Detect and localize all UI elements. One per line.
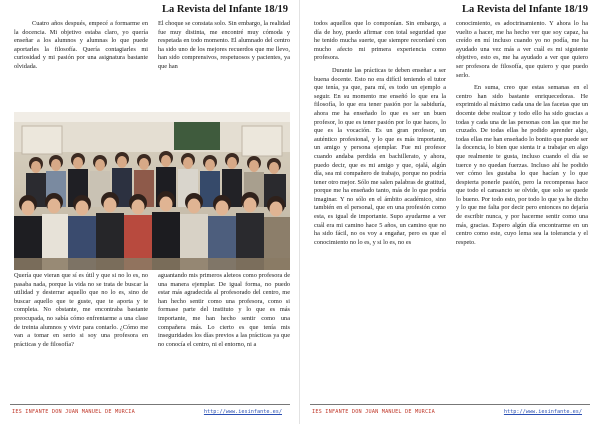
- paragraph: todos aquellos que lo componían. Sin embargo, a día de hoy, puedo afirmar con total seguridad que he tenido mucha suerte, que siempre recordaré con mucho afecto mi primera experiencia como profesora.: [314, 20, 446, 62]
- paragraph: conocimiento, es adoctrinamiento. Y ahora lo ha vuelto a hacer, me ha hecho ver que soy capaz, ha creído en mí incluso cuando yo no podía, me ha ayudado una vez más a ver cuál es mi siguiente objetivo, esto es, me ha ayudado a ver que quiero ser profesora de filosofía, que quiero y que puedo serlo.: [456, 20, 588, 79]
- right-col1: [314, 20, 446, 251]
- paragraph: Durante las prácticas te deben enseñar a ser buena docente. Esto no era difícil teniendo el tutor que tenía, ya que, para mí, es todo un ejemplo a seguir. En su momento me enseñó lo que era la filosofía, lo que era tener pasión por la sabiduría, ahora me ha enseñado lo que es ser un buen profesor, lo que es tener pasión por lo que haces, lo que es la vocación. Es un gran profesor, un auténtico profesional, y lo que es más importante, un amigo y persona ejemplar. Fue mi profesor cuando andaba perdida en bachillerato, y ahora, puedo decir, que es mi amigo y que, ojalá, algún día, sea mi compañero de trabajo, porque no podría tener otro mejor. Sólo me salen palabras de gratitud, porque me ha enseñado tanto, más de lo que podría imaginar. Y no sólo en el ámbito académico, sino también en el personal, que en una profesión como esta, es igual de importante. Supo ayudarme a ver cuál era mi camino hace 5 años, un camino que no ha sido fácil, no os voy a engañar, pero es que el conocimiento no lo es, y si lo es, no es: [314, 66, 446, 246]
- footer-url-link[interactable]: http://www.iesinfante.es/: [203, 409, 282, 415]
- footer-school: IES INFANTE DON JUAN MANUEL DE MURCIA: [312, 409, 435, 415]
- footer-divider: [10, 404, 290, 405]
- left-col2-bottom: [158, 272, 290, 353]
- paragraph: aguantando mis primeros aleteos como profesora de una manera ejemplar. De igual forma, no puedo estar más agradecida al profesorado del centro, me han hecho sentir como una profesora, como si formase parte del instituto y lo que es más importante, me han hecho sentir como una compañera más. Lo cierto es que tenía mis inseguridades los días previos a las prácticas ya que no conocía el centro, ni el entorno, ni a: [158, 272, 290, 348]
- magazine-title: La Revista del Infante 18/19: [462, 4, 588, 15]
- paragraph: Quería que vieran que sí es útil y que si no lo es, no pasaba nada, porque la vida no se trata de buscar la utilidad y desterrar aquello que no lo es, sino de buscar aquello que te guste, que te aporta y te completa. No obstante, me encontraba bastante preocupada, no sabía cómo enfrentarme a una clase de treinta alumnos y vivir para contarlo. ¿Cómo me van a tomar en serio si soy una profesora en prácticas y de filosofía?: [14, 272, 148, 348]
- right-page: [300, 0, 600, 424]
- paragraph: El choque se constata solo. Sin embargo, la realidad fue muy distinta, me encontré muy cómoda y respetada en todo momento. El alumnado del centro ha sido uno de los mejores recuerdos que me llevo, han sido comprensivos, respetuosos y pacientes, ya que han: [158, 20, 290, 70]
- group-photo: [14, 112, 290, 270]
- magazine-title: La Revista del Infante 18/19: [162, 4, 288, 15]
- left-col2-top: [158, 20, 290, 76]
- footer-divider: [310, 404, 590, 405]
- footer-school: IES INFANTE DON JUAN MANUEL DE MURCIA: [12, 409, 135, 415]
- paragraph: Cuatro años después, empecé a formarme en la docencia. Mi objetivo estaba claro, yo quería enseñar a los alumnos y alumnas lo que puede aportarles la filosofía. Quería contagiarles mi curiosidad y mi pasión por una asignatura bastante olvidada.: [14, 20, 148, 70]
- group-photo-illustration: [14, 112, 290, 270]
- left-col1-top: [14, 20, 148, 76]
- left-col1-bottom: [14, 272, 148, 353]
- paragraph: En suma, creo que estas semanas en el centro han sido bastante enriquecedoras. He exprimido al máximo cada una de las facetas que un docente debe realizar y todo ello ha sido gracias a todas y cada una de las personas con las que me he cruzado. De todas ellas he podido aprender algo, todas ellas me han enseñado lo bonito que puede ser la docencia, lo bien que sienta ir a trabajar en algo que realmente te gusta, incluso cuando el día se tuerce y no quedan fuerzas. Incluso ahí he podido ver cómo les gustaba lo que hacían y lo que despierta ponerle pasión, pero la recompensa hace que todo el cansancio se olvide, que solo se quede lo bueno. Por todo esto, por todo lo que ya he dicho y lo que me falta por decir pero entonces no dejaría de escribir nunca, y por hacerme sentir como una más, gracias. Espero algún día encontrarme en un centro como este, cuyo lema sea la tolerancia y el respeto.: [456, 84, 588, 246]
- footer-url-link[interactable]: http://www.iesinfante.es/: [503, 409, 582, 415]
- right-col2: [456, 20, 588, 251]
